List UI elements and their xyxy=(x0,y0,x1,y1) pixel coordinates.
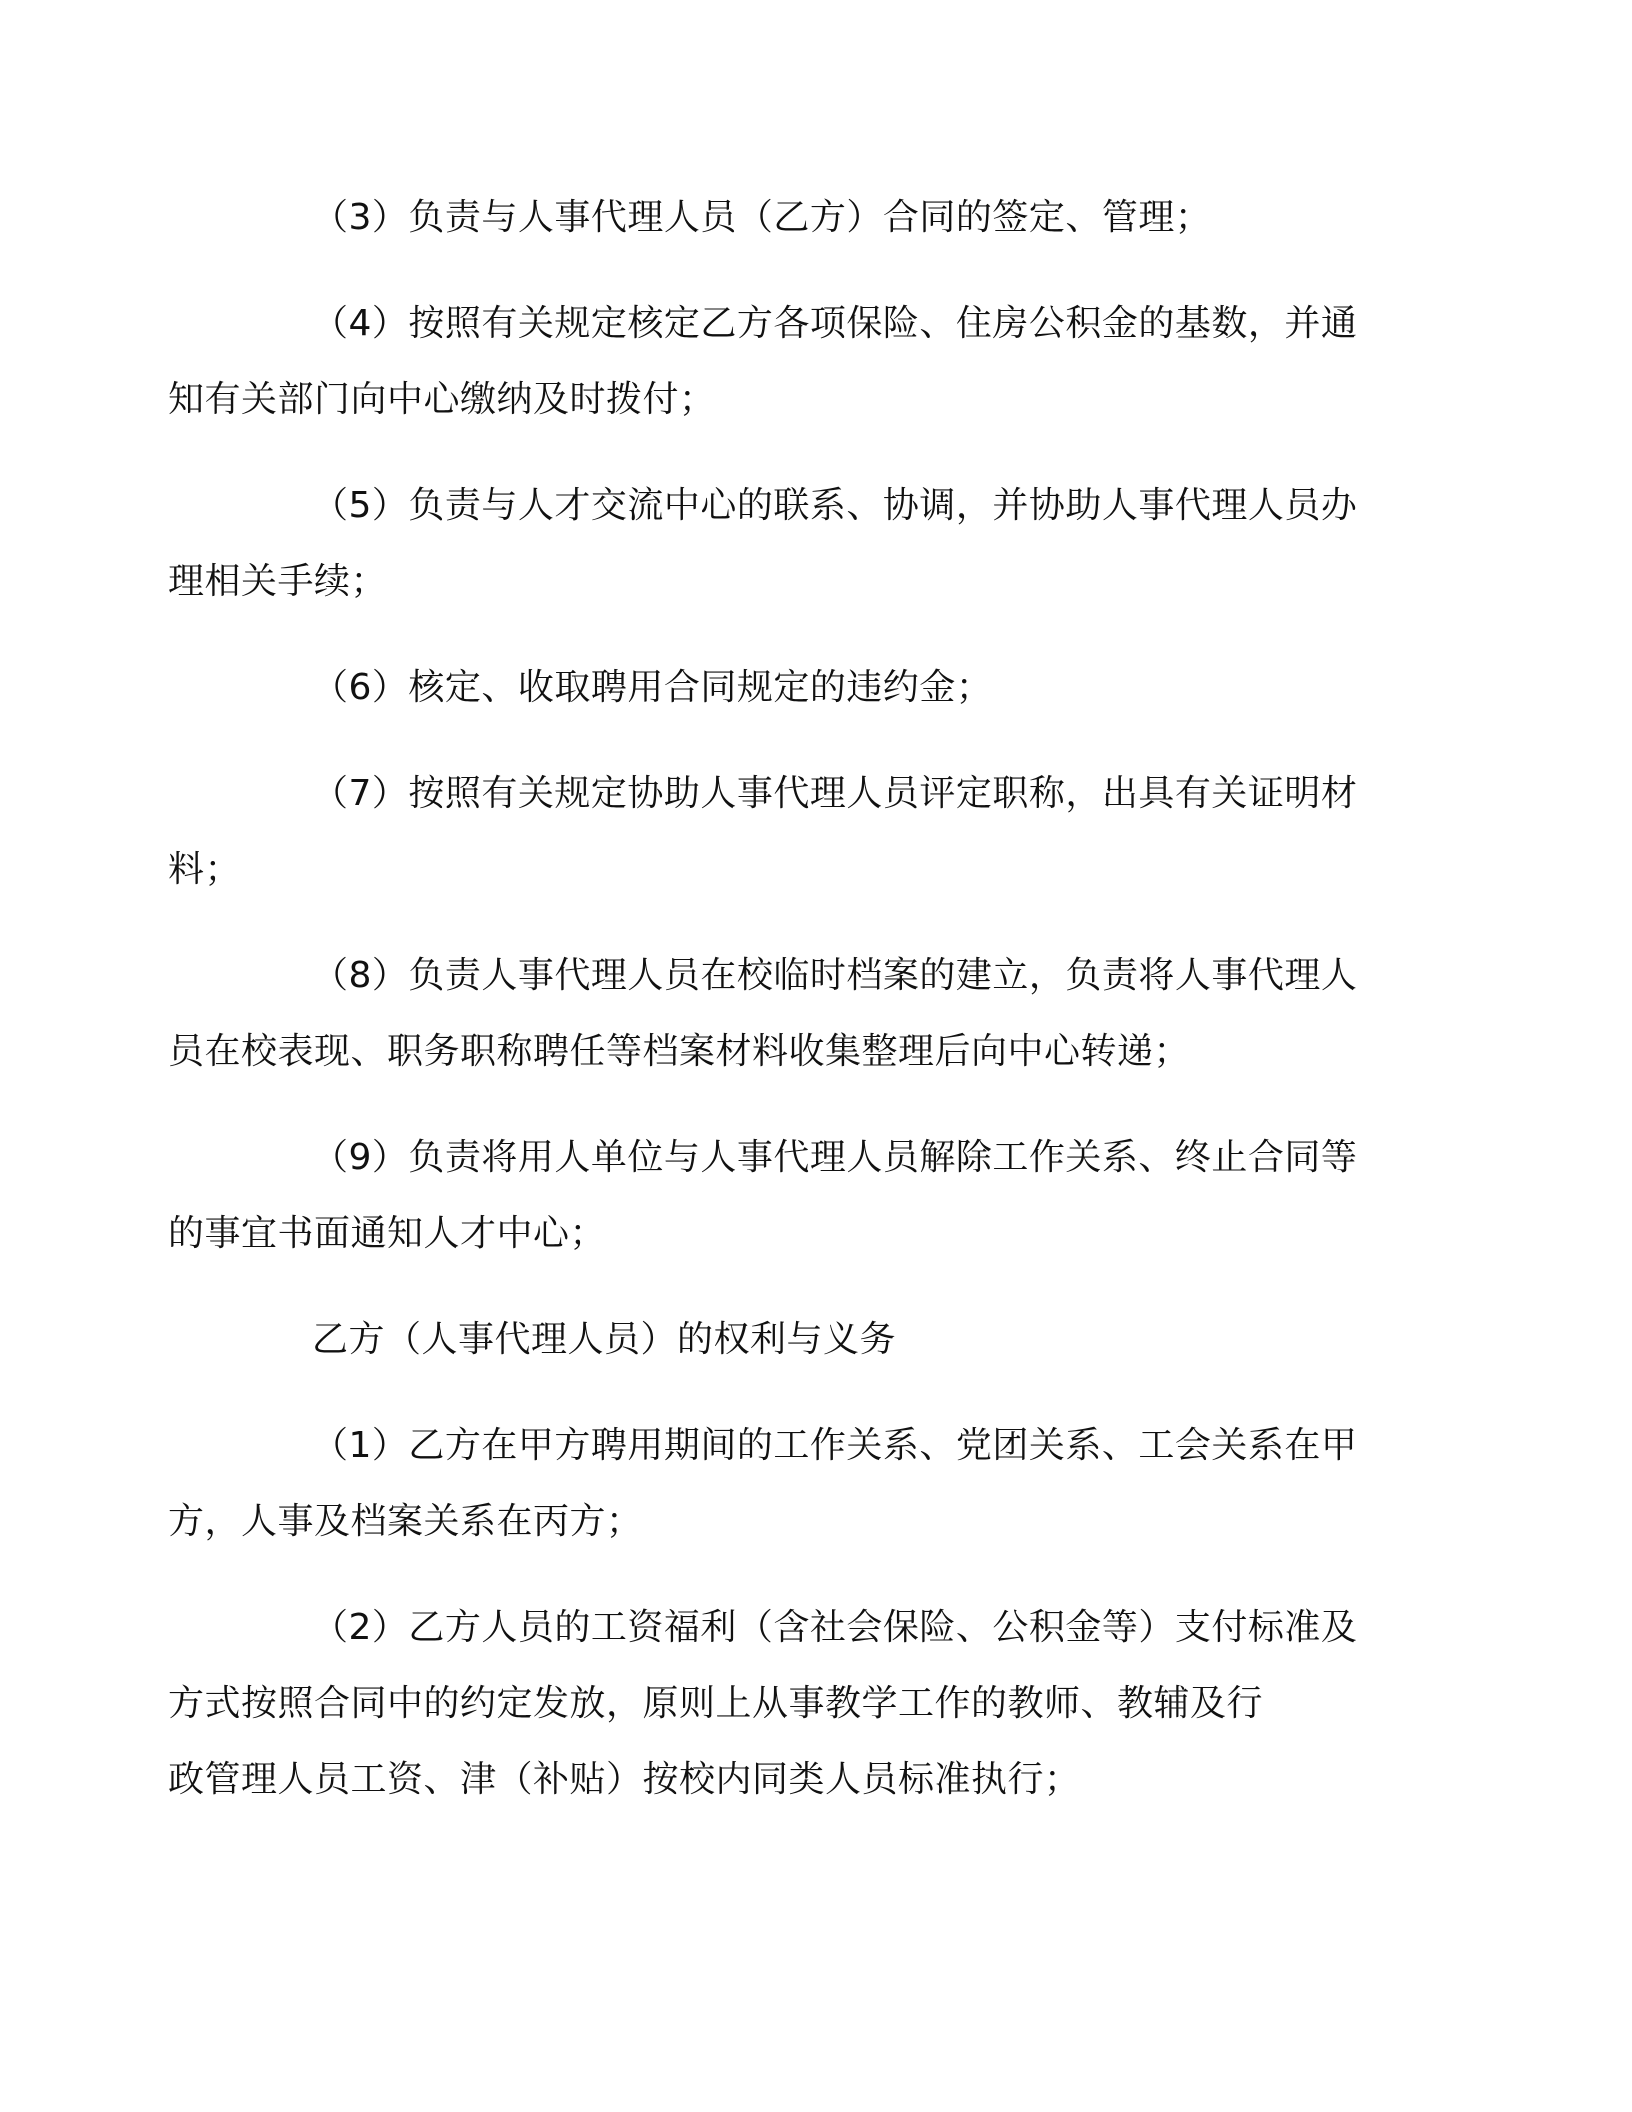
text-line: （2）乙方人员的工资福利（含社会保险、公积金等）支付标准及 xyxy=(312,1607,1358,1648)
clause-7 xyxy=(168,756,1370,908)
text-line: （7）按照有关规定协助人事代理人员评定职称，出具有关证明材 xyxy=(312,773,1358,814)
text-line: 知有关部门向中心缴纳及时拨付； xyxy=(168,379,716,420)
clause-6 xyxy=(240,650,1370,726)
text-line: （9）负责将用人单位与人事代理人员解除工作关系、终止合同等 xyxy=(312,1137,1358,1178)
party-b-clause-1 xyxy=(168,1408,1370,1560)
clause-3 xyxy=(240,180,1370,256)
clause-8 xyxy=(168,938,1370,1090)
clause-5 xyxy=(168,468,1370,620)
section-heading-party-b xyxy=(240,1302,1370,1378)
party-b-clause-2 xyxy=(168,1590,1370,1818)
text-line: 乙方（人事代理人员）的权利与义务 xyxy=(312,1319,897,1360)
text-line: （5）负责与人才交流中心的联系、协调，并协助人事代理人员办 xyxy=(312,485,1358,526)
text-line: （4）按照有关规定核定乙方各项保险、住房公积金的基数，并通 xyxy=(312,303,1358,344)
text-line: 员在校表现、职务职称聘任等档案材料收集整理后向中心转递； xyxy=(168,1031,1191,1072)
text-line: （8）负责人事代理人员在校临时档案的建立，负责将人事代理人 xyxy=(312,955,1358,996)
text-line: （1）乙方在甲方聘用期间的工作关系、党团关系、工会关系在甲 xyxy=(312,1425,1358,1466)
document-body xyxy=(168,180,1370,1818)
text-line: 方式按照合同中的约定发放，原则上从事教学工作的教师、教辅及行 xyxy=(168,1683,1264,1724)
text-line: 方，人事及档案关系在丙方； xyxy=(168,1501,643,1542)
text-line: 料； xyxy=(168,849,242,890)
text-line: （6）核定、收取聘用合同规定的违约金； xyxy=(312,667,993,708)
text-line: 理相关手续； xyxy=(168,561,388,602)
text-line: 的事宜书面通知人才中心； xyxy=(168,1213,607,1254)
text-line: （3）负责与人事代理人员（乙方）合同的签定、管理； xyxy=(312,197,1212,238)
clause-9 xyxy=(168,1120,1370,1272)
text-line: 政管理人员工资、津（补贴）按校内同类人员标准执行； xyxy=(168,1759,1081,1800)
clause-4 xyxy=(168,286,1370,438)
